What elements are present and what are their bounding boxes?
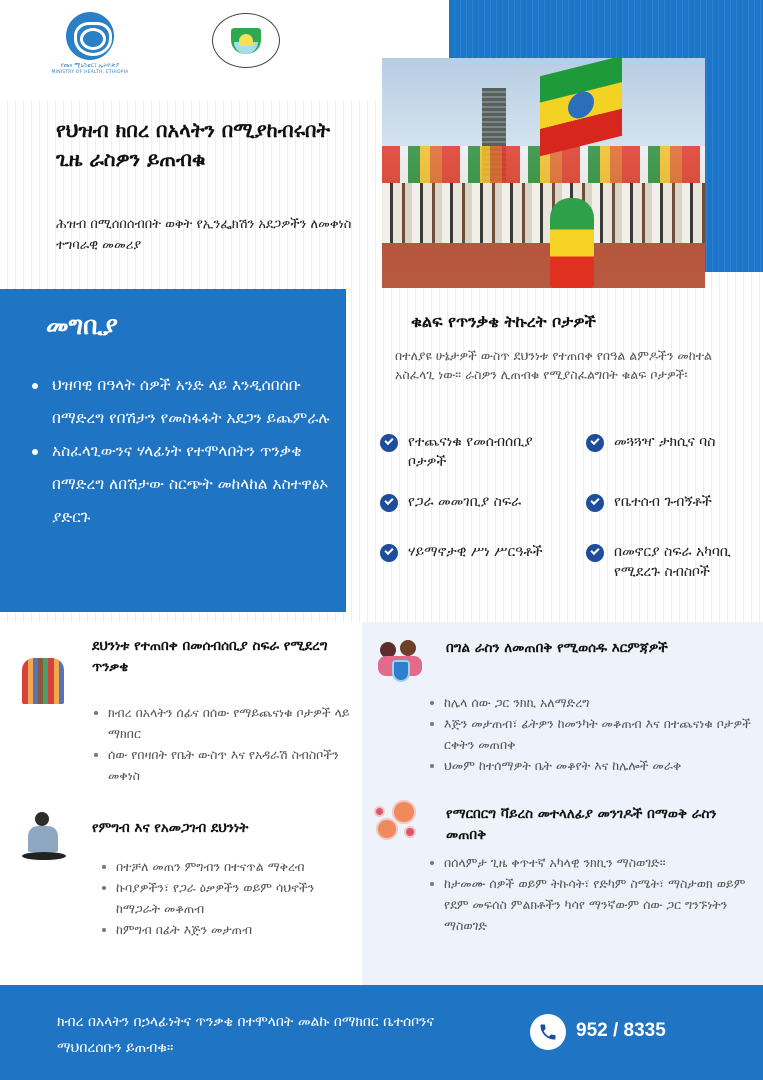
phone-icon[interactable]: [530, 1014, 566, 1050]
footer-message: ክብረ በአላትን በኃላፊነትና ጥንቃቄ በተሞላበት መልኩ በማክበር ቤተሰቦንና ማህበረሰቡን ይጠብቁ።: [57, 1014, 434, 1056]
family-shield-icon: [378, 640, 424, 684]
key-location-item: [380, 492, 570, 512]
food-safety-bullet: በተቻለ መጠን ምግብን በተናጥል ማቅረብ: [100, 856, 358, 877]
check-circle-icon: [380, 494, 398, 512]
personal-protection-bullet: ህመም ከተሰማዎት ቤት መቆየት እና ከሌሎች መራቅ: [428, 755, 758, 776]
intro-title: መግቢያ: [46, 311, 118, 340]
key-location-label: የቤተሰብ ጉብኝቶች: [614, 494, 712, 510]
personal-protection-list: [428, 692, 758, 776]
marburg-title: የማርበርግ ቫይረስ መተላለፊያ መንገዶች በማወቅ ራስን መጠበቅ: [446, 806, 717, 843]
personal-protection-bullet: እጅን መታጠብ፣ ፊትዎን ከመንካት መቆጠብ እና በተጨናነቁ ቦታዎች ርቀትን መጠበቅ: [428, 713, 758, 755]
key-location-label: የጋራ መመገቢያ ስፍራ: [408, 494, 522, 510]
key-location-item: [586, 542, 763, 582]
crowd-icon: [22, 658, 64, 704]
key-location-item: [586, 432, 763, 452]
personal-protection-title: በግል ራስን ለመጠበቅ የሚወሰዱ እርምጃዎች: [446, 640, 668, 656]
check-circle-icon: [380, 434, 398, 452]
gathering-safety-list: [92, 702, 357, 786]
intro-list: [30, 369, 340, 534]
gathering-safety-bullet: ክብረ በአላትን ሰፊና በሰው የማይጨናነቁ ቦታዎች ላይ ማክበር: [92, 702, 357, 744]
personal-protection-bullet: ከሌላ ሰው ጋር ንክኪ አለማድረግ: [428, 692, 758, 713]
marburg-bullet: በሰላምታ ጊዜ ቀጥተኛ አካላዊ ንክኪን ማስወገድ።: [428, 852, 758, 873]
food-safety-title: የምግብ እና የአመጋገብ ደህንነት: [92, 820, 249, 836]
page-subtitle: ሕዝብ በሚሰበሰብበት ወቅት የኢንፌክሽን አደጋዎችን ለመቀነስ ተግባራዊ መመሪያ: [56, 217, 352, 253]
food-safety-list: [100, 856, 358, 940]
key-location-label: ሃይማኖታዊ ሥነ ሥርዓቶች: [408, 544, 543, 560]
intro-bullet: ህዝባዊ በዓላት ሰዎች አንድ ላይ እንዲሰበሰቡ በማድረግ የበሽታን የመስፋፋት አደጋን ይጨምራሉ: [30, 369, 340, 435]
footer: [0, 985, 763, 1080]
bottom-left-panel: [0, 622, 362, 985]
person-eating-icon: [20, 812, 70, 864]
key-location-item: [380, 542, 570, 562]
bottom-right-panel: [362, 622, 763, 985]
key-location-label: የተጨናነቁ የመሰብሰቢያ ቦታዎች: [408, 434, 533, 470]
food-safety-bullet: ኩባያዎችን፣ የጋራ ዕቃዎችን ወይም ሳህኖችን ከማጋራት መቆጠብ: [100, 877, 358, 919]
flag-dress-shape: [550, 198, 594, 288]
moh-name-english: MINISTRY OF HEALTH, ETHIOPIA: [51, 70, 129, 75]
ethiopian-flag-icon: [540, 58, 622, 156]
crowd-shape: [382, 183, 705, 243]
celebration-photo: [382, 58, 705, 288]
check-circle-icon: [586, 434, 604, 452]
food-safety-bullet: ከምግብ በፊት እጅን መታጠብ: [100, 919, 358, 940]
ephi-emblem-icon: [231, 28, 261, 54]
gathering-safety-bullet: ሰው የበዛበት የቤት ውስጥ እና የአዳራሽ ስብስቦችን መቀነስ: [92, 744, 357, 786]
marburg-bullet: ከታመሙ ሰዎች ወይም ትኩሳት፣ የድካም ስሜት፣ ማስታወክ ወይም የደም መፍሰስ ምልክቶችን ካሳየ ማንኛውም ሰው ጋር ግንኙነትን ማስወገድ: [428, 873, 758, 936]
virus-icon: [376, 802, 426, 844]
moh-name-amharic: የጤና ሚኒስቴር፤ ኢትዮጵያ: [60, 62, 120, 69]
intro-bullet: አስፈላጊውንና ሃላፊነት የተሞላበትን ጥንቃቄ በማድረግ ለበሽታው ስርጭት መከላከል አስተዋፅኦ ያድርጉ: [30, 435, 340, 534]
check-circle-icon: [380, 544, 398, 562]
key-locations-title: ቁልፍ የጥንቃቄ ትኩረት ቦታዎች: [411, 312, 596, 331]
moh-emblem-icon: [66, 12, 114, 60]
key-location-label: በመኖርያ ስፍራ አካባቢ የሚደረጉ ስብስቦች: [614, 544, 731, 580]
key-locations-list: [380, 432, 763, 612]
ministry-of-health-logo: [45, 12, 135, 77]
page-title: የህዝብ ክበረ በአላትን በሚያከብሩበት ጊዜ ራስዎን ይጠብቁ: [56, 118, 330, 171]
key-location-label: መጓጓዣ ታክሲና ባስ: [614, 434, 716, 450]
key-location-item: [586, 492, 763, 512]
key-location-item: [380, 432, 570, 472]
marburg-list: [428, 852, 758, 936]
hotline-number[interactable]: 952 / 8335: [576, 1020, 666, 1041]
check-circle-icon: [586, 544, 604, 562]
gathering-safety-title: ደህንነቱ የተጠበቀ በመሰብሰቢያ ስፍራ የሚደረግ ጥንቃቄ: [92, 638, 328, 675]
ephi-logo: [212, 13, 280, 68]
key-locations-description: በተለያዩ ሁኔታዎች ውስጥ ደህንነቱ የተጠበቀ የበዓል ልምዶችን መከተል አስፈላጊ ነው። ራስዎን ሊጠብቁ የሚያስፈልግበት ቁልፍ ቦታዎች፡: [395, 348, 712, 382]
intro-section: [0, 289, 346, 612]
check-circle-icon: [586, 494, 604, 512]
